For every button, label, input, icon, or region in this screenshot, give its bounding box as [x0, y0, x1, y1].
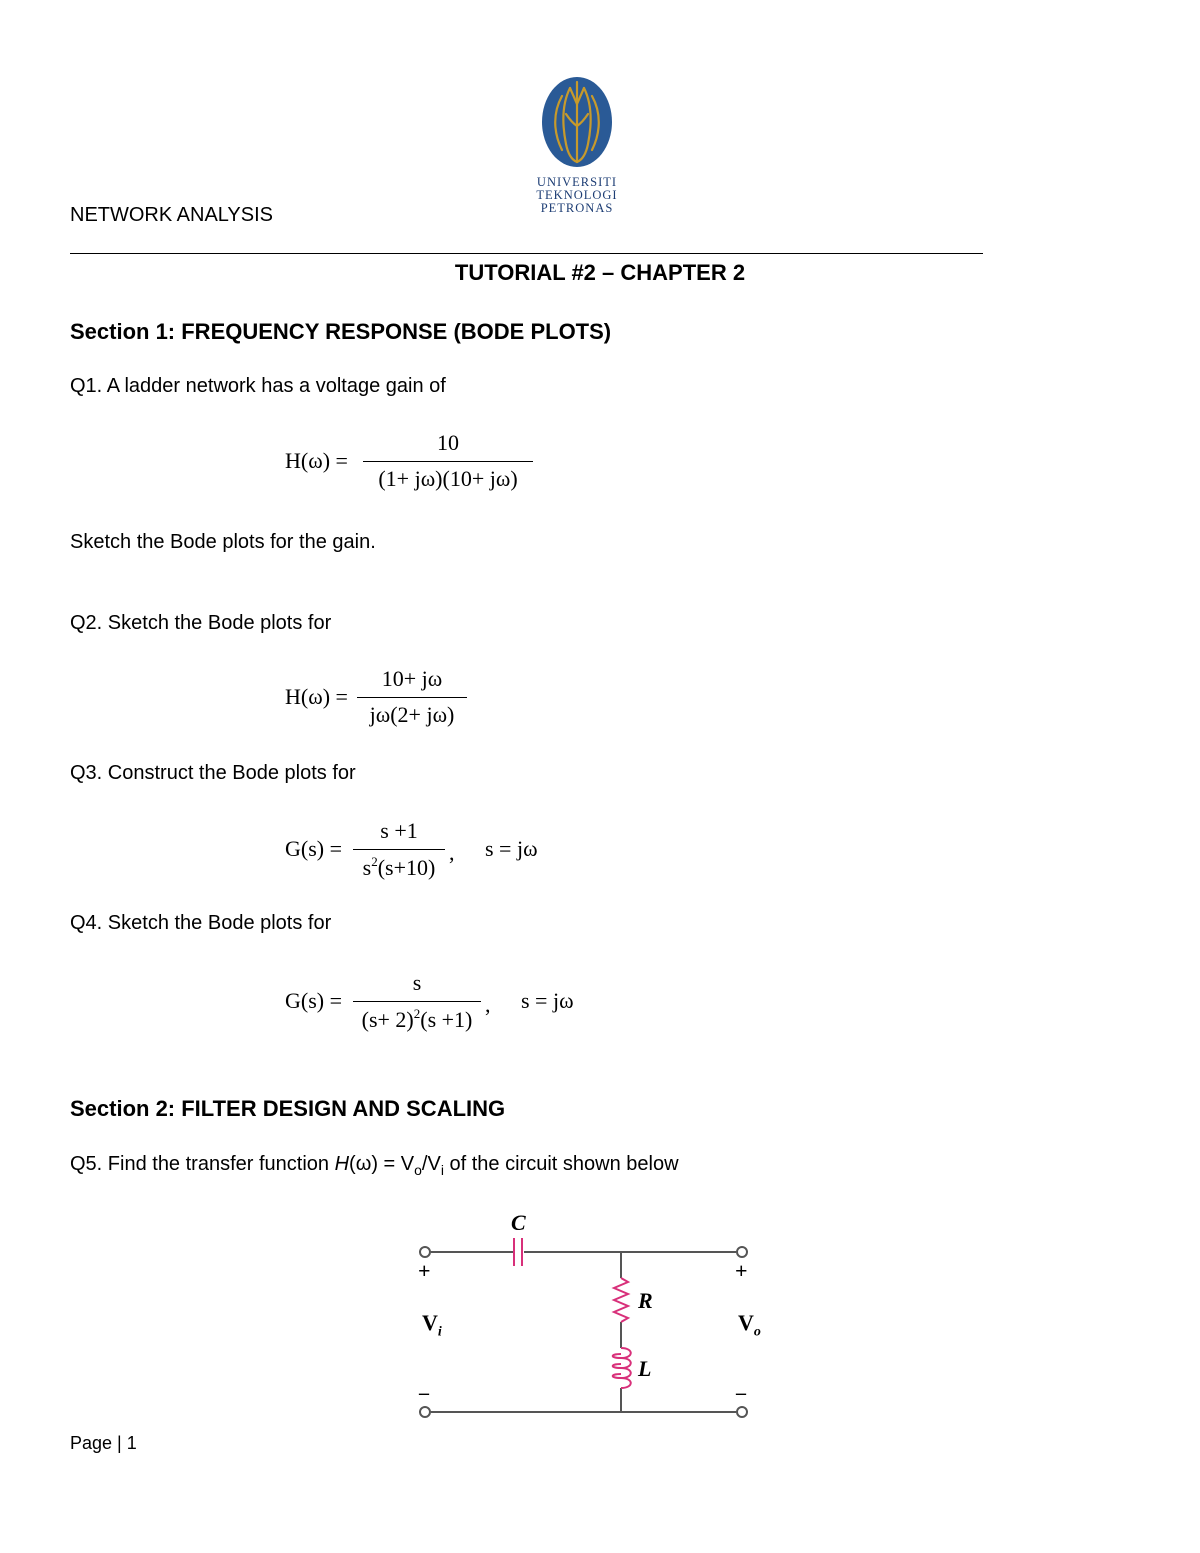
page-number: Page | 1	[70, 1433, 137, 1453]
q1-denominator: (1+ jω)(10+ jω)	[378, 466, 518, 491]
q1-fraction-bar	[363, 461, 533, 462]
inductor-label: L	[638, 1356, 652, 1381]
logo-line-1: UNIVERSITI	[536, 175, 618, 189]
q4-condition: s = jω	[521, 988, 574, 1013]
logo-emblem-icon	[540, 74, 616, 170]
q5-text-omega: (ω)	[349, 1153, 378, 1175]
q2-fraction-bar	[357, 697, 467, 698]
course-title: NETWORK ANALYSIS	[70, 204, 274, 226]
resistor-icon	[614, 1278, 628, 1322]
q4-denominator	[353, 1006, 481, 1033]
q2-equation	[285, 666, 485, 732]
q2-text: Q2. Sketch the Bode plots for	[70, 612, 332, 634]
q2-denominator: jω(2+ jω)	[369, 702, 455, 727]
q3-text: Q3. Construct the Bode plots for	[70, 762, 356, 784]
q2-lhs: H(ω) =	[285, 684, 348, 709]
resistor-label: R	[638, 1288, 653, 1313]
logo-line-2: TEKNOLOGI	[536, 188, 618, 202]
q4-text: Q4. Sketch the Bode plots for	[70, 912, 332, 934]
section-1-heading: Section 1: FREQUENCY RESPONSE (BODE PLOTS)	[70, 319, 612, 344]
university-logo	[540, 74, 616, 170]
output-plus-sign: +	[735, 1258, 748, 1283]
q1-lhs: H(ω) =	[285, 448, 348, 473]
q4-lhs: G(s) =	[285, 988, 343, 1013]
q3-fraction-bar	[353, 849, 445, 850]
q4-comma: ,	[485, 992, 491, 1017]
vi-base: V	[422, 1310, 438, 1335]
q3-den-factor: (s+10)	[377, 855, 436, 880]
q4-den-base: (s+ 2)	[361, 1007, 414, 1032]
q5-text	[70, 1153, 679, 1178]
q1-text: Q1. A ladder network has a voltage gain of	[70, 375, 446, 397]
section-2-heading: Section 2: FILTER DESIGN AND SCALING	[70, 1096, 506, 1121]
q3-den-base: s	[362, 855, 372, 880]
header-divider	[70, 253, 983, 254]
input-voltage-label	[422, 1310, 442, 1340]
q4-den-exponent: 2	[413, 1006, 421, 1021]
q5-text-sub-o: o	[414, 1162, 422, 1178]
q3-numerator: s +1	[380, 818, 418, 843]
q4-den-factor: (s +1)	[420, 1007, 473, 1032]
logo-wordmark	[522, 176, 632, 215]
circuit-diagram	[410, 1210, 780, 1425]
capacitor-label: C	[511, 1210, 526, 1235]
q1-instruction: Sketch the Bode plots for the gain.	[70, 531, 376, 553]
document-title: TUTORIAL #2 – CHAPTER 2	[454, 260, 746, 285]
q3-lhs: G(s) =	[285, 836, 343, 861]
q4-fraction-bar	[353, 1001, 481, 1002]
circuit-wiring	[410, 1210, 780, 1425]
logo-line-3: PETRONAS	[540, 201, 614, 215]
vi-subscript: i	[437, 1324, 442, 1340]
inductor-icon	[613, 1348, 631, 1388]
q5-text-a: Q5. Find the transfer function	[70, 1153, 335, 1175]
q2-numerator: 10+ jω	[381, 666, 443, 691]
q1-equation	[285, 430, 545, 496]
q5-text-eq: = V	[377, 1153, 415, 1175]
vo-subscript: o	[753, 1324, 761, 1340]
capacitor-icon	[514, 1238, 522, 1266]
q3-equation	[285, 818, 575, 884]
vo-base: V	[738, 1310, 754, 1335]
q3-den-exponent: 2	[371, 854, 378, 869]
q5-text-b: of the circuit shown below	[443, 1153, 679, 1175]
q3-condition: s = jω	[485, 836, 538, 861]
output-minus-sign: –	[736, 1382, 746, 1404]
q1-numerator: 10	[437, 430, 459, 455]
input-minus-sign: –	[419, 1382, 429, 1404]
q3-denominator	[353, 854, 445, 881]
q4-equation	[285, 970, 605, 1036]
input-plus-sign: +	[418, 1258, 431, 1283]
q4-numerator: s	[412, 970, 422, 995]
output-voltage-label	[738, 1310, 761, 1340]
q5-text-h: H	[334, 1153, 350, 1175]
q5-text-slash: /V	[421, 1153, 441, 1175]
q5-text-sub-i: i	[440, 1162, 444, 1178]
q3-comma: ,	[449, 840, 455, 865]
